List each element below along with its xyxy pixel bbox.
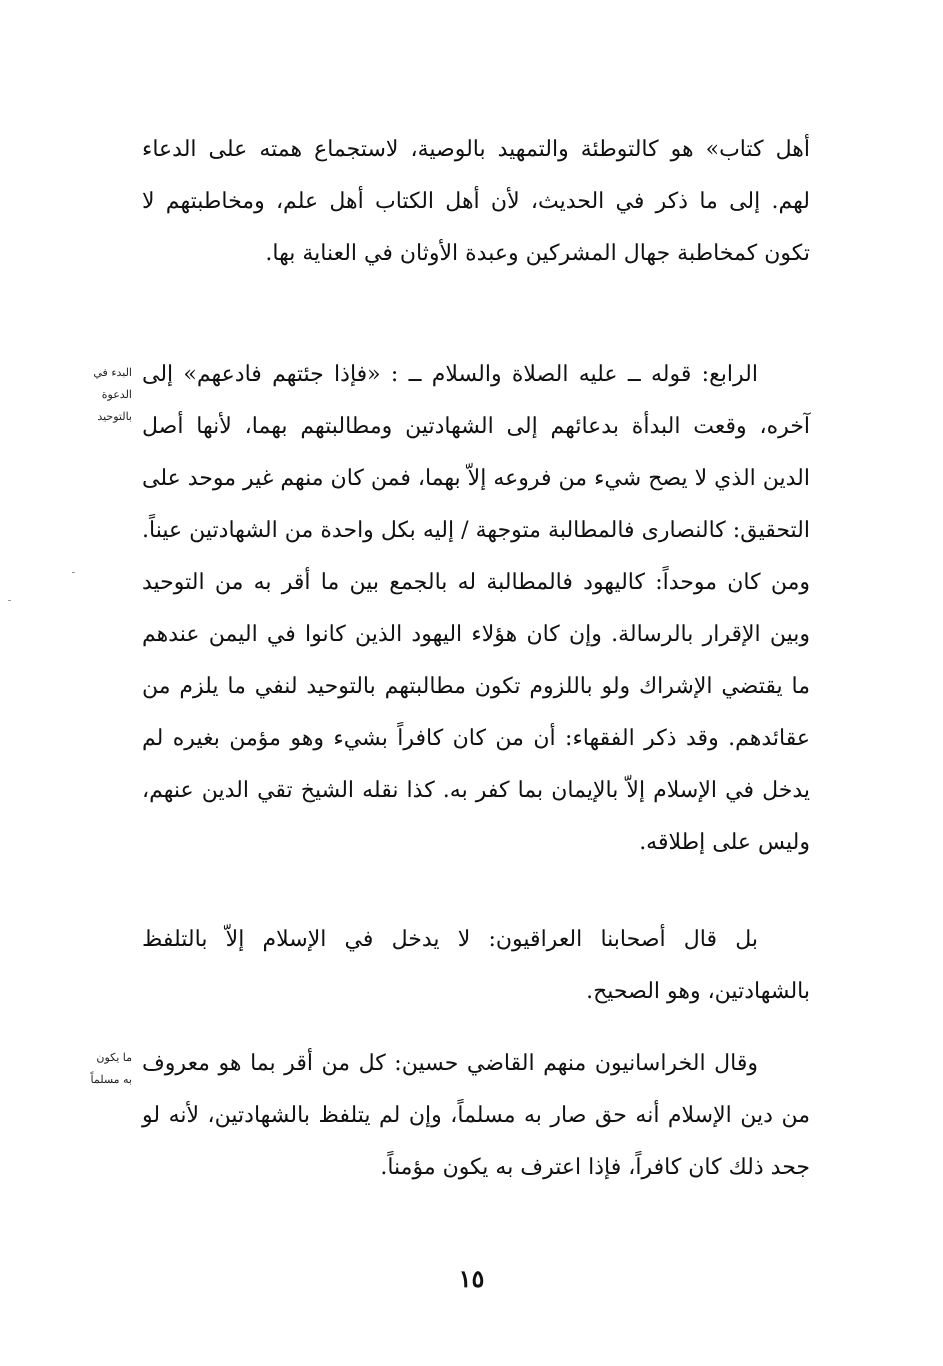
- margin-note-2: [28, 1047, 132, 1091]
- scan-speck: [8, 600, 11, 601]
- page-number: ١٥: [458, 1264, 485, 1293]
- paragraph-2-text: الرابع: قوله ــ عليه الصلاة والسلام ــ : «فإذا جئتهم فادعهم» إلى آخره، وقعت البدأة بدعائهم إلى الشهادتين ومطالبتهم بهما، لأنها أصل الدين الذي لا يصح شيء من فروعه إلاّ بهما، فمن كان منهم غير موحد على التحقيق: كالنصارى فالمطالبة متوجهة / إليه بكل واحدة من الشهادتين عيناً. ومن كان موحداً: كاليهود فالمطالبة له بالجمع بين ما أقر به من التوحيد وبين الإقرار بالرسالة. وإن كان هؤلاء اليهود الذين كانوا في اليمن عندهم ما يقتضي الإشراك ولو باللزوم تكون مطالبتهم بالتوحيد لنفي ما يلزم من عقائدهم. وقد ذكر الفقهاء: أن من كان كافراً بشيء وهو مؤمن بغيره لم يدخل في الإسلام إلاّ بالإيمان بما كفر به. كذا نقله الشيخ تقي الدين عنهم، وليس على إطلاقه.: [142, 362, 810, 855]
- paragraph-3-text: بل قال أصحابنا العراقيون: لا يدخل في الإسلام إلاّ بالتلفظ بالشهادتين، وهو الصحيح.: [142, 927, 810, 1004]
- paragraph-3: [142, 914, 810, 1018]
- margin-note-1-line-2: الدعوة: [101, 388, 132, 401]
- paragraph-1: [142, 124, 810, 280]
- margin-note-1-line-1: البدء في: [93, 366, 132, 379]
- margin-note-1: [28, 362, 132, 428]
- scan-speck: [72, 572, 75, 573]
- paragraph-2: [142, 349, 810, 869]
- paragraph-1-text: أهل كتاب» هو كالتوطئة والتمهيد بالوصية، لاستجماع همته على الدعاء لهم. إلى ما ذكر في الحديث، لأن أهل الكتاب أهل علم، ومخاطبتهم لا تكون كمخاطبة جهال المشركين وعبدة الأوثان في العناية بها.: [142, 137, 810, 266]
- margin-note-1-line-3: بالتوحيد: [97, 410, 132, 423]
- margin-note-2-line-1: ما يكون: [96, 1051, 132, 1064]
- paragraph-4-text: وقال الخراسانيون منهم القاضي حسين: كل من أقر بما هو معروف من دين الإسلام أنه حق صار به مسلماً، وإن لم يتلفظ بالشهادتين، لأنه لو جحد ذلك كان كافراً، فإذا اعترف به يكون مؤمناً.: [142, 1051, 810, 1180]
- paragraph-4: [142, 1038, 810, 1194]
- margin-note-2-line-2: به مسلماً: [90, 1073, 132, 1086]
